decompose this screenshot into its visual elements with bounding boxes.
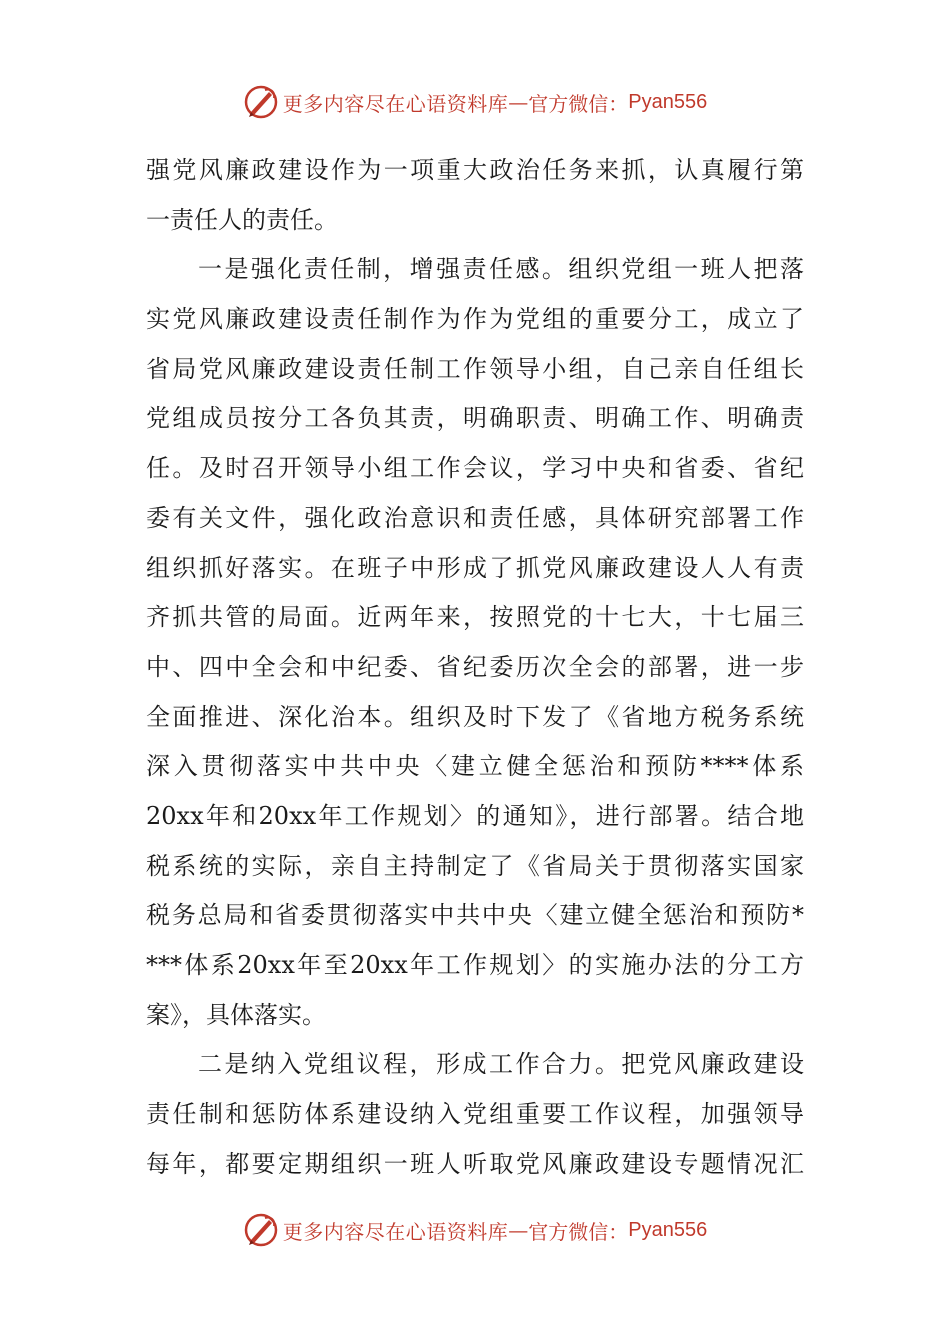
text-line: 20xx年和20xx年工作规划〉的通知》，进行部署。结合地: [146, 801, 804, 830]
text-line: 一责任人的责任。: [146, 205, 338, 234]
text-line: 任。及时召开领导小组工作会议，学习中央和省委、省纪: [146, 454, 804, 483]
footer-banner-title: 更多内容尽在心语资料库: [282, 1219, 509, 1244]
text-line: 案》，具体落实。: [146, 1000, 326, 1029]
header-banner: [0, 82, 950, 122]
footer-banner-wechat-label: 官方微信：: [528, 1219, 629, 1244]
text-line: 责任制和惩防体系建设纳入党组重要工作议程，加强领导: [146, 1100, 804, 1129]
footer-banner-wechat-id: Pyan556: [628, 1218, 708, 1241]
text-line: 强党风廉政建设作为一项重大政治任务来抓，认真履行第: [146, 156, 804, 184]
text-line: 一是强化责任制，增强责任感。组织党组一班人把落: [198, 255, 804, 284]
text-line: 齐抓共管的局面。近两年来，按照党的十七大，十七届三: [146, 603, 804, 632]
pen-logo-icon: [243, 1212, 279, 1248]
header-banner-title: 更多内容尽在心语资料库: [282, 91, 509, 116]
text-line: 组织抓好落实。在班子中形成了抓党风廉政建设人人有责: [146, 553, 804, 582]
text-line: ***体系20xx年至20xx年工作规划〉的实施办法的分工方: [146, 951, 804, 979]
header-banner-wechat-label: 官方微信：: [528, 91, 629, 116]
text-line: 党组成员按分工各负其责，明确职责、明确工作、明确责: [146, 404, 804, 433]
text-line: 省局党风廉政建设责任制工作领导小组，自己亲自任组长: [146, 354, 804, 383]
text-line: 委有关文件，强化政治意识和责任感，具体研究部署工作: [146, 503, 804, 532]
text-line: 二是纳入党组议程，形成工作合力。把党风廉政建设: [198, 1050, 804, 1079]
footer-banner: [0, 1210, 950, 1250]
text-line: 全面推进、深化治本。组织及时下发了《省地方税务系统: [146, 702, 804, 731]
text-line: 深入贯彻落实中共中央〈建立健全惩治和预防****体系: [146, 752, 804, 781]
header-banner-dash: —: [508, 90, 529, 114]
pen-logo-icon: [243, 84, 279, 120]
header-banner-wechat-id: Pyan556: [628, 90, 708, 113]
text-line: 每年，都要定期组织一班人听取党风廉政建设专题情况汇: [146, 1149, 804, 1178]
footer-banner-dash: —: [508, 1218, 529, 1242]
document-body: [146, 146, 804, 1189]
text-line: 税系统的实际，亲自主持制定了《省局关于贯彻落实国家: [146, 851, 804, 880]
text-line: 税务总局和省委贯彻落实中共中央〈建立健全惩治和预防*: [146, 901, 804, 930]
text-line: 实党风廉政建设责任制作为作为党组的重要分工，成立了: [146, 305, 804, 334]
text-line: 中、四中全会和中纪委、省纪委历次全会的部署，进一步: [146, 652, 804, 681]
